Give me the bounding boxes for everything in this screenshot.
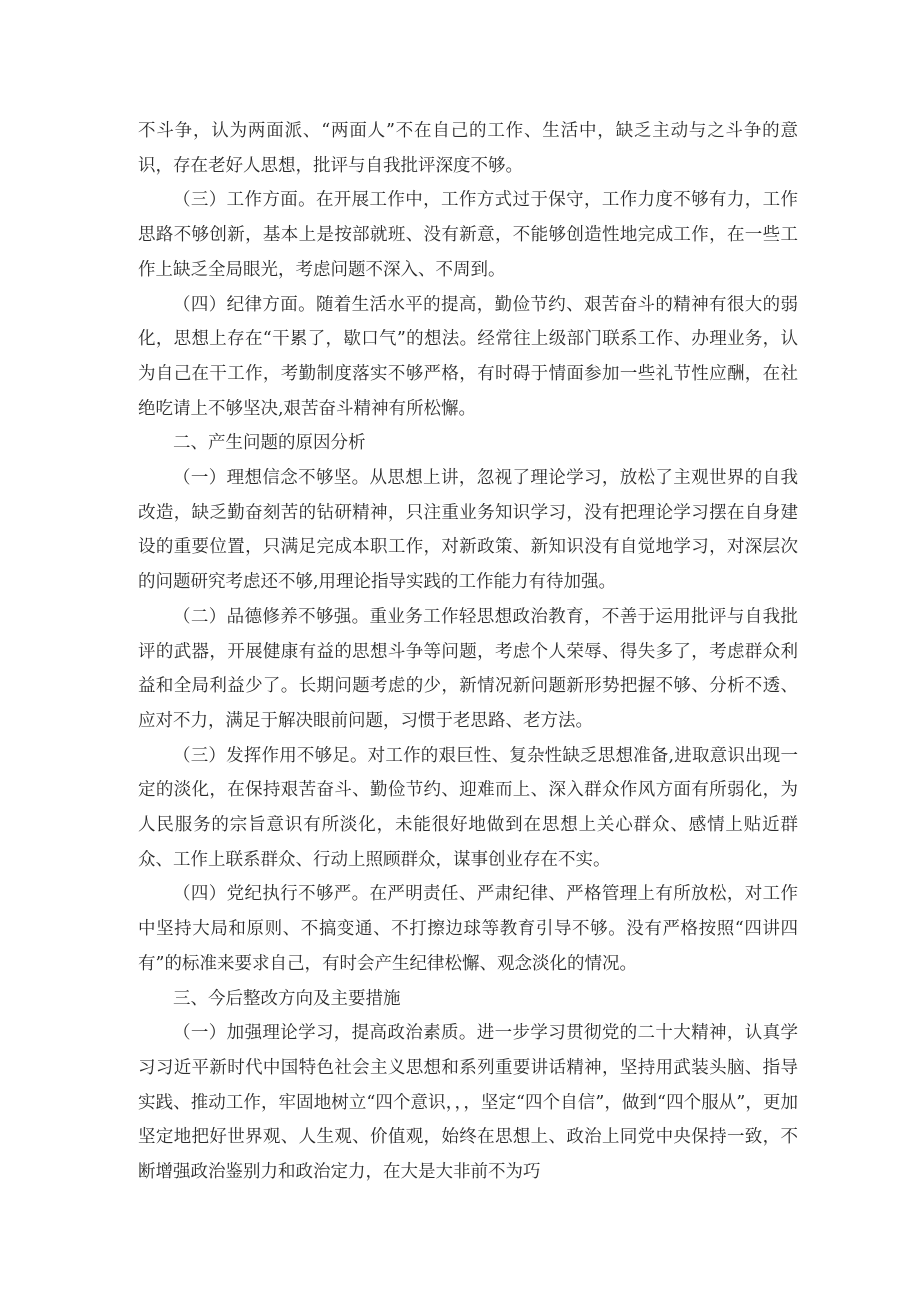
section-heading-cause-analysis: 二、产生问题的原因分析 <box>173 433 366 454</box>
document-body <box>138 114 798 1190</box>
paragraph-continuation: 不斗争，认为两面派、“两面人”不在自己的工作、生活中，缺乏主动与之斗争的意识，存在老好人思想，批评与自我批评深度不够。 <box>138 121 798 176</box>
paragraph-party-discipline: （四）党纪执行不够严。在严明责任、严肃纪律、严格管理上有所放松，对工作中坚持大局和原则、不搞变通、不打擦边球等教育引导不够。没有严格按照“四讲四有”的标准来要求自己，有时会产生纪律松懈、观念淡化的情况。 <box>138 884 798 974</box>
paragraph-discipline-aspect: （四）纪律方面。随着生活水平的提高，勤俭节约、艰苦奋斗的精神有很大的弱化，思想上存在“干累了，歇口气”的想法。经常往上级部门联系工作、办理业务，认为自己在干工作，考勤制度落实不够严格，有时碍于情面参加一些礼节性应酬，在社绝吃请上不够坚决,艰苦奋斗精神有所松懈。 <box>138 294 798 419</box>
paragraph-moral-cultivation: （二）品德修养不够强。重业务工作轻思想政治教育，不善于运用批评与自我批评的武器，开展健康有益的思想斗争等问题，考虑个人荣辱、得失多了，考虑群众利益和全局利益少了。长期问题考虑的少，新情况新问题新形势把握不够、分析不透、应对不力，满足于解决眼前问题，习惯于老思路、老方法。 <box>138 606 798 731</box>
paragraph-work-aspect: （三）工作方面。在开展工作中，工作方式过于保守，工作力度不够有力，工作思路不够创新，基本上是按部就班、没有新意，不能够创造性地完成工作，在一些工作上缺乏全局眼光，考虑问题不深入、不周到。 <box>138 190 798 280</box>
paragraph-role-play: （三）发挥作用不够足。对工作的艰巨性、复杂性缺乏思想准备,进取意识出现一定的淡化，在保持艰苦奋斗、勤俭节约、迎难而上、深入群众作风方面有所弱化，为人民服务的宗旨意识有所淡化，未能很好地做到在思想上关心群众、感情上贴近群众、工作上联系群众、行动上照顾群众，谋事创业存在不实。 <box>138 745 798 870</box>
paragraph-ideals-belief: （一）理想信念不够坚。从思想上讲，忽视了理论学习，放松了主观世界的自我改造，缺乏勤奋刻苦的钻研精神，只注重业务知识学习，没有把理论学习摆在自身建设的重要位置，只满足完成本职工作，对新政策、新知识没有自觉地学习，对深层次的问题研究考虑还不够,用理论指导实践的工作能力有待加强。 <box>138 468 798 593</box>
paragraph-theory-study: （一）加强理论学习，提高政治素质。进一步学习贯彻党的二十大精神，认真学习习近平新时代中国特色社会主义思想和系列重要讲话精神，坚持用武装头脑、指导实践、推动工作，牢固地树立“四个意识，，，坚定“四个自信”，做到“四个服从”，更加坚定地把好世界观、人生观、价值观，始终在思想上、政治上同党中央保持一致，不断增强政治鉴别力和政治定力，在大是大非前不为巧 <box>138 1023 798 1183</box>
section-heading-rectification: 三、今后整改方向及主要措施 <box>173 988 401 1009</box>
